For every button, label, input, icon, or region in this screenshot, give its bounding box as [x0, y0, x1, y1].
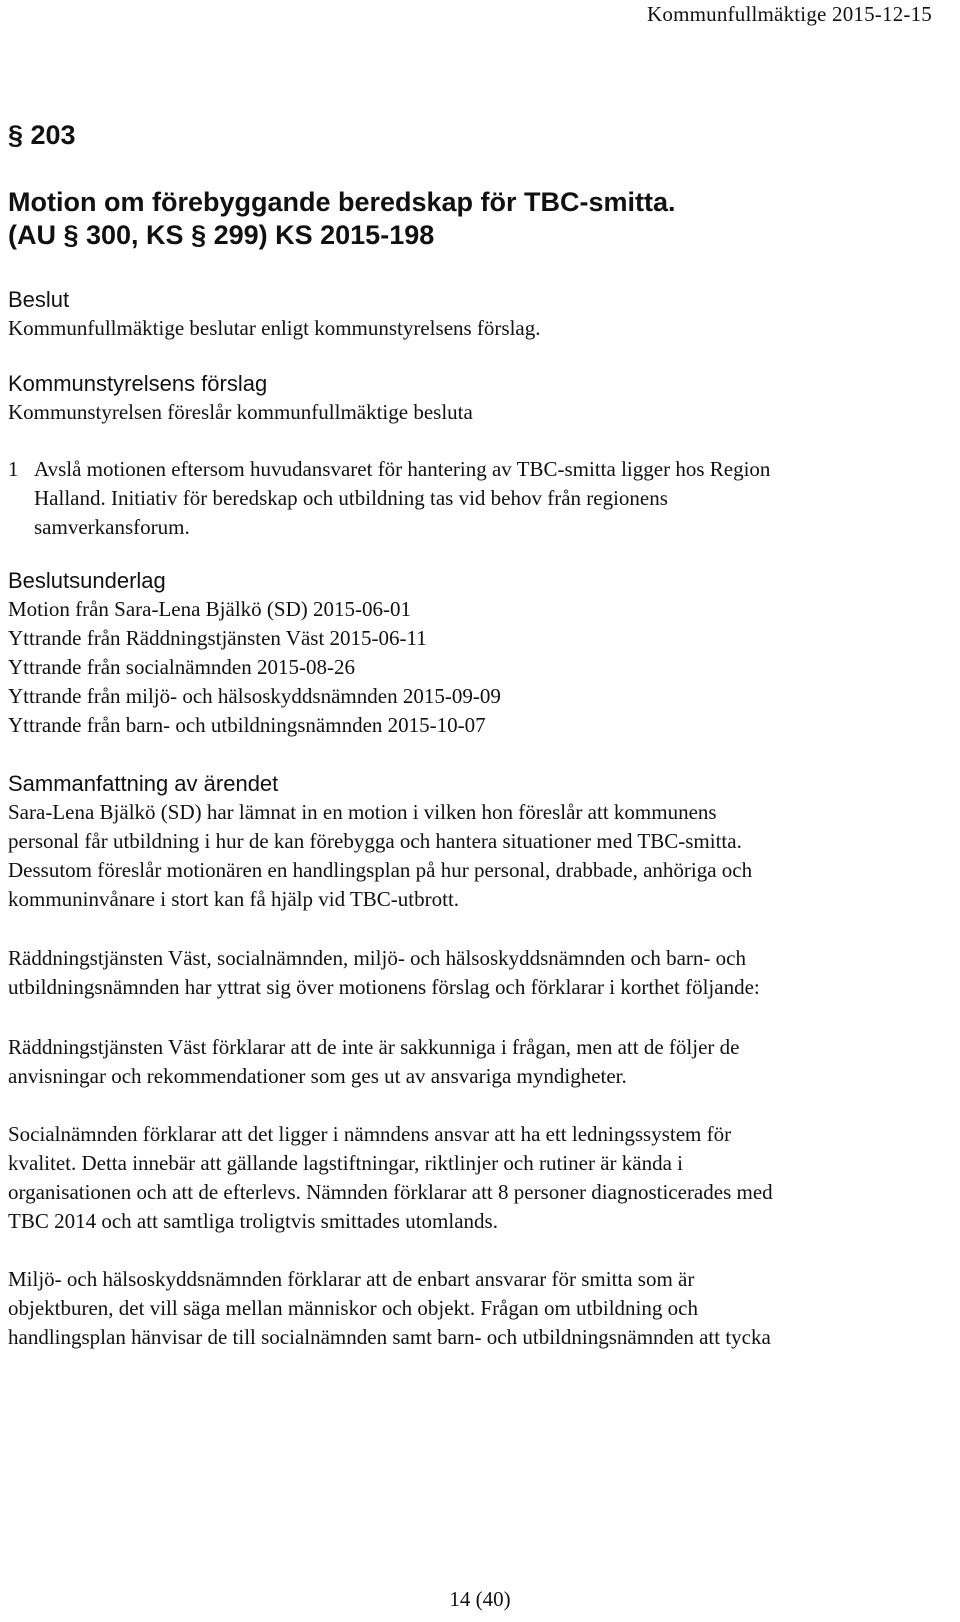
decision-basis-heading: Beslutsunderlag — [8, 568, 166, 593]
decision-heading: Beslut — [8, 287, 70, 312]
board-proposal-section — [8, 369, 948, 427]
board-proposal-intro: Kommunstyrelsen föreslår kommunfullmäktige besluta — [8, 400, 473, 424]
proposal-item-line: Avslå motionen eftersom huvudansvaret för hantering av TBC-smitta ligger hos Region — [34, 457, 771, 481]
proposal-item-text — [34, 455, 948, 542]
proposal-item-number: 1 — [8, 457, 19, 481]
summary-line: kvalitet. Detta innebär att gällande lagstiftningar, riktlinjer och rutiner är kända i — [8, 1151, 683, 1175]
decision-basis-item: Motion från Sara-Lena Bjälkö (SD) 2015-06-01 — [8, 597, 411, 621]
matter-title-line-2: (AU § 300, KS § 299) KS 2015-198 — [8, 220, 435, 250]
summary-line: kommuninvånare i stort kan få hjälp vid TBC-utbrott. — [8, 887, 460, 911]
proposal-item-line: Halland. Initiativ för beredskap och utbildning tas vid behov från regionens — [34, 486, 668, 510]
decision-section — [8, 285, 948, 343]
summary-line: organisationen och att de efterlevs. Nämnden förklarar att 8 personer diagnosticerades med — [8, 1180, 773, 1204]
decision-basis-section — [8, 566, 948, 740]
summary-line: utbildningsnämnden har yttrat sig över motionens förslag och förklarar i korthet följande: — [8, 975, 760, 999]
summary-line: Räddningstjänsten Väst, socialnämnden, miljö- och hälsoskyddsnämnden och barn- och — [8, 946, 746, 970]
summary-line: Socialnämnden förklarar att det ligger i nämndens ansvar att ha ett ledningssystem för — [8, 1122, 732, 1146]
summary-line: Räddningstjänsten Väst förklarar att de inte är sakkunniga i frågan, men att de följer de — [8, 1035, 740, 1059]
decision-text: Kommunfullmäktige beslutar enligt kommunstyrelsens förslag. — [8, 316, 541, 340]
summary-paragraph — [8, 1033, 948, 1091]
summary-line: Dessutom föreslår motionären en handlingsplan på hur personal, drabbade, anhöriga och — [8, 858, 753, 882]
paragraph-number: § 203 — [8, 120, 76, 150]
matter-title-line-1: Motion om förebyggande beredskap för TBC-smitta. — [8, 187, 676, 217]
proposal-item-line: samverkansforum. — [34, 515, 190, 539]
summary-line: handlingsplan hänvisar de till socialnämnden samt barn- och utbildningsnämnden att tycka — [8, 1325, 771, 1349]
summary-line: TBC 2014 och att samtliga troligtvis smittades utomlands. — [8, 1209, 498, 1233]
summary-section — [8, 769, 948, 798]
decision-basis-item: Yttrande från barn- och utbildningsnämnden 2015-10-07 — [8, 713, 486, 737]
summary-line: personal får utbildning i hur de kan förebygga och hantera situationer med TBC-smitta. — [8, 829, 742, 853]
summary-line: objektburen, det vill säga mellan människor och objekt. Frågan om utbildning och — [8, 1296, 698, 1320]
summary-paragraph — [8, 798, 948, 914]
summary-line: Miljö- och hälsoskyddsnämnden förklarar att de enbart ansvarar för smitta som är — [8, 1267, 695, 1291]
summary-line: Sara-Lena Bjälkö (SD) har lämnat in en motion i vilken hon föreslår att kommunens — [8, 800, 717, 824]
summary-paragraph — [8, 944, 948, 1002]
summary-paragraph — [8, 1120, 948, 1236]
matter-title — [8, 186, 676, 252]
board-proposal-heading: Kommunstyrelsens förslag — [8, 371, 268, 396]
decision-basis-item: Yttrande från socialnämnden 2015-08-26 — [8, 655, 355, 679]
proposal-list-item — [8, 455, 948, 542]
decision-basis-item: Yttrande från miljö- och hälsoskyddsnämnden 2015-09-09 — [8, 684, 501, 708]
page-number: 14 (40) — [449, 1587, 511, 1611]
decision-basis-item: Yttrande från Räddningstjänsten Väst 2015-06-11 — [8, 626, 427, 650]
summary-paragraph — [8, 1265, 948, 1352]
summary-heading: Sammanfattning av ärendet — [8, 771, 279, 796]
running-header: Kommunfullmäktige 2015-12-15 — [647, 2, 932, 26]
summary-line: anvisningar och rekommendationer som ges ut av ansvariga myndigheter. — [8, 1064, 627, 1088]
